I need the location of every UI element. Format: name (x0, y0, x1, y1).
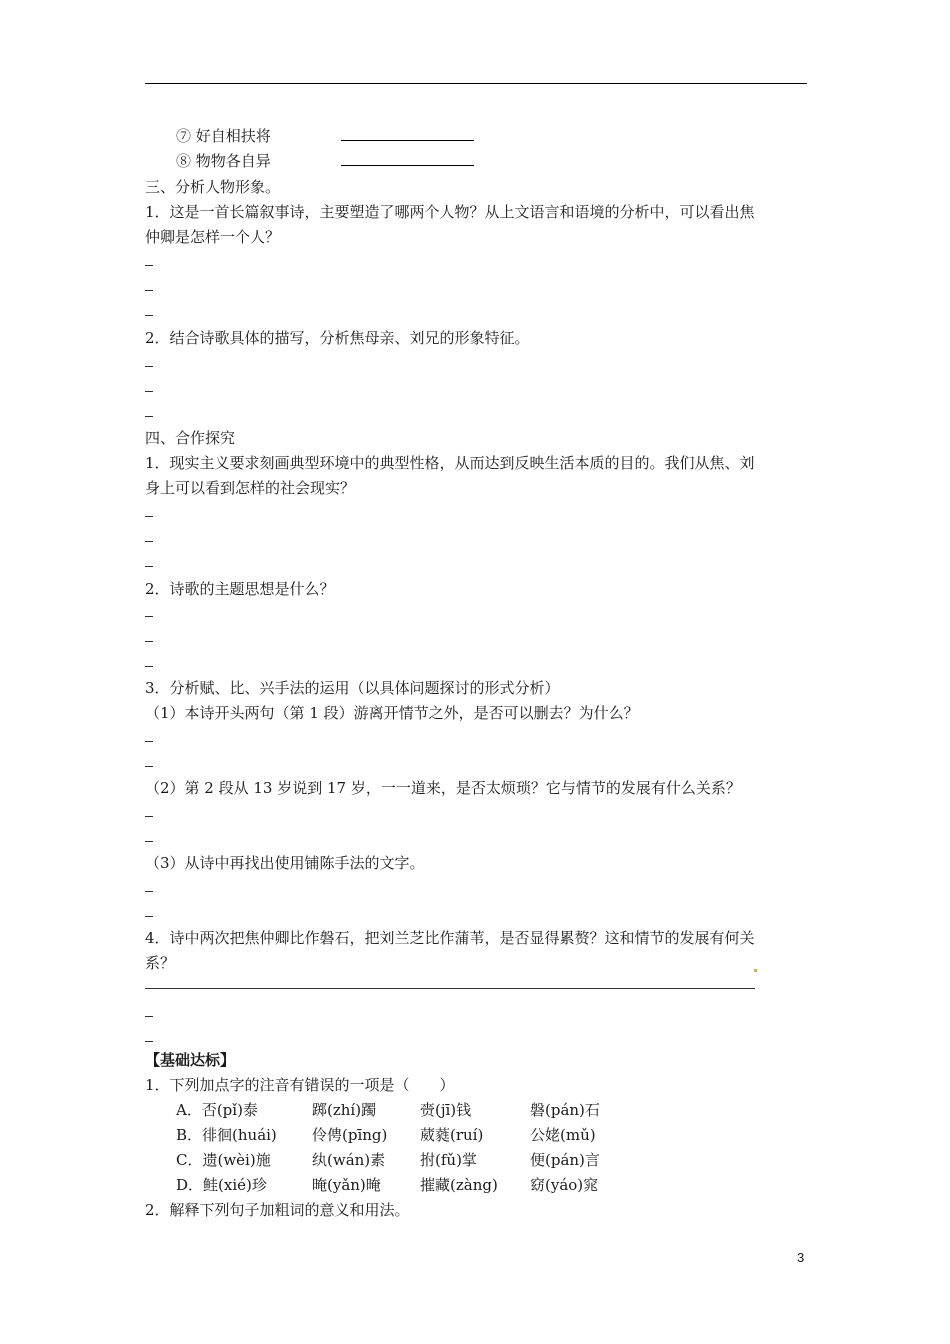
option-cell: 公姥(mǔ) (530, 1126, 596, 1144)
fill-in-item (176, 151, 474, 171)
question-text: 1．现实主义要求刻画典型环境中的典型性格，从而达到反映生活本质的目的。我们从焦、刘 (145, 454, 755, 472)
answer-line[interactable] (145, 741, 153, 742)
page-number: 3 (797, 1250, 805, 1265)
item-label: ⑧ 物物各自异 (176, 152, 271, 170)
option-cell: A．否(pǐ)泰 (176, 1101, 258, 1119)
answer-line[interactable] (145, 541, 153, 542)
stray-dot (754, 969, 757, 972)
answer-line[interactable] (145, 641, 153, 642)
answer-line[interactable] (145, 290, 153, 291)
answer-line[interactable] (145, 315, 153, 316)
question-text: 仲卿是怎样一个人？ (145, 228, 281, 246)
option-cell: 纨(wán)素 (312, 1151, 386, 1169)
answer-line[interactable] (145, 916, 153, 917)
answer-line[interactable] (145, 516, 153, 517)
question-text: （2）第 2 段从 13 岁说到 17 岁，一一道来，是否太烦琐？它与情节的发展有什么关系？ (145, 779, 741, 797)
option-cell: 葳蕤(ruí) (420, 1126, 484, 1144)
section-title: 四、合作探究 (145, 429, 236, 447)
option-cell: 踯(zhí)躅 (312, 1101, 377, 1119)
answer-line[interactable] (145, 891, 153, 892)
option-cell: D．鲑(xié)珍 (176, 1176, 267, 1194)
answer-line[interactable] (145, 616, 153, 617)
option-cell: 摧藏(zàng) (420, 1176, 498, 1194)
answer-line[interactable] (145, 391, 153, 392)
answer-line[interactable] (145, 988, 755, 989)
answer-line[interactable] (145, 566, 153, 567)
option-cell: 拊(fǔ)掌 (420, 1151, 477, 1169)
answer-line[interactable] (145, 416, 153, 417)
question-text: 2．结合诗歌具体的描写，分析焦母亲、刘兄的形象特征。 (145, 329, 530, 347)
option-cell: C．遗(wèi)施 (176, 1151, 271, 1169)
option-cell: 磐(pán)石 (530, 1101, 600, 1119)
answer-line[interactable] (145, 366, 153, 367)
answer-line[interactable] (145, 1041, 153, 1042)
answer-line[interactable] (145, 841, 153, 842)
item-label: ⑦ 好自相扶将 (176, 127, 271, 145)
answer-blank[interactable] (341, 151, 474, 166)
question-text: 1．下列加点字的注音有错误的一项是（ ） (145, 1076, 455, 1094)
answer-line[interactable] (145, 265, 153, 266)
question-text: 1．这是一首长篇叙事诗，主要塑造了哪两个人物？从上文语言和语境的分析中，可以看出焦 (145, 203, 755, 221)
answer-line[interactable] (145, 666, 153, 667)
option-cell: 赍(jī)钱 (420, 1101, 472, 1119)
option-cell: B．徘徊(huái) (176, 1126, 277, 1144)
option-cell: 窈(yáo)窕 (530, 1176, 599, 1194)
answer-blank[interactable] (341, 126, 474, 141)
question-text: （3）从诗中再找出使用铺陈手法的文字。 (145, 854, 425, 872)
answer-line[interactable] (145, 1016, 153, 1017)
section-title: 【基础达标】 (145, 1051, 236, 1069)
option-cell: 便(pán)言 (530, 1151, 600, 1169)
question-text: 身上可以看到怎样的社会现实？ (145, 479, 356, 497)
answer-line[interactable] (145, 816, 153, 817)
option-row[interactable] (176, 1175, 598, 1195)
fill-in-item (176, 126, 474, 146)
option-row[interactable] (176, 1150, 600, 1170)
option-cell: 伶俜(pīng) (312, 1126, 388, 1144)
answer-line[interactable] (145, 766, 153, 767)
question-text: 4．诗中两次把焦仲卿比作磐石，把刘兰芝比作蒲苇，是否显得累赘？这和情节的发展有何关 (145, 929, 755, 947)
question-text: 2．诗歌的主题思想是什么？ (145, 580, 335, 598)
option-cell: 晻(yǎn)晻 (312, 1176, 381, 1194)
section-title: 三、分析人物形象。 (145, 178, 281, 196)
question-text: 3．分析赋、比、兴手法的运用（以具体问题探讨的形式分析） (145, 679, 560, 697)
question-text: （1）本诗开头两句（第 1 段）游离开情节之外，是否可以删去？为什么？ (145, 704, 639, 722)
header-rule (145, 83, 807, 84)
question-text: 系？ (145, 954, 176, 972)
question-text: 2．解释下列句子加粗词的意义和用法。 (145, 1201, 410, 1219)
option-row[interactable] (176, 1100, 600, 1120)
option-row[interactable] (176, 1125, 596, 1145)
